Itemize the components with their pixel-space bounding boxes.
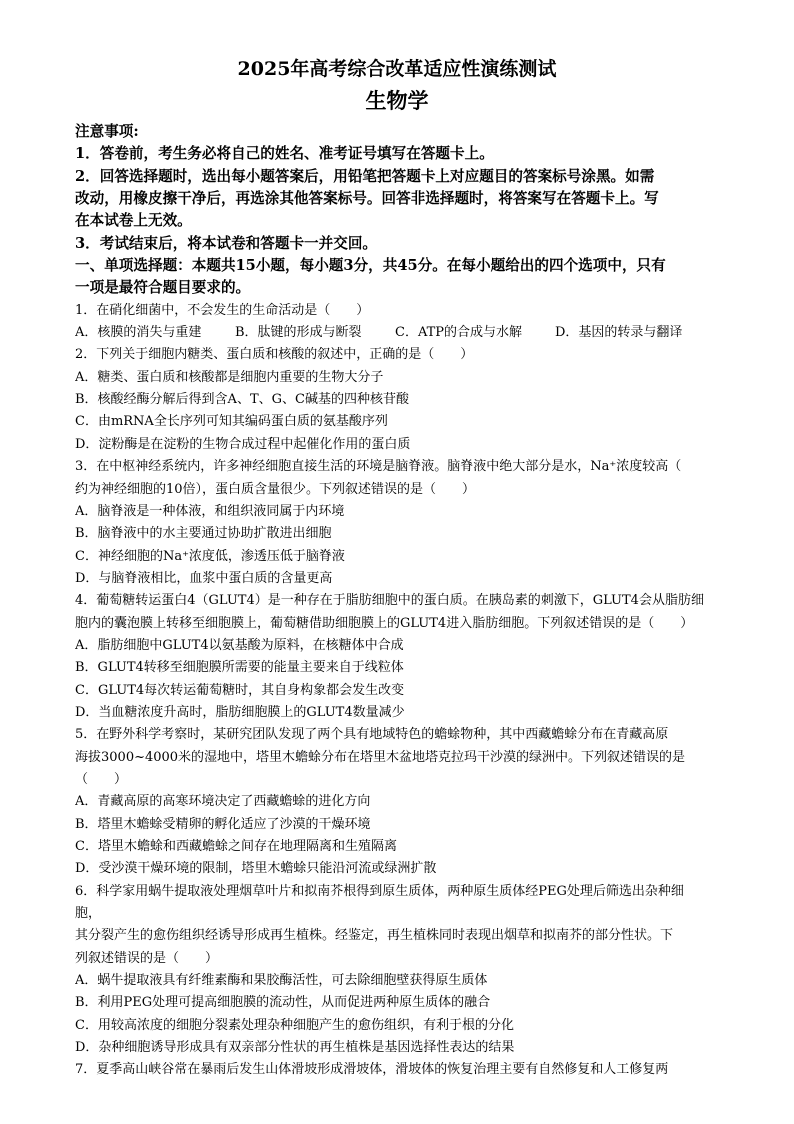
question-6-stem: 其分裂产生的愈伤组织经诱导形成再生植株。经鉴定，再生植株同时表现出烟草和拟南芥的部分性状。下	[75, 928, 674, 944]
option-c: C．ATP的合成与水解	[395, 325, 523, 341]
option-d: D．淀粉酶是在淀粉的生物合成过程中起催化作用的蛋白质	[75, 436, 411, 452]
notice-item: 改动，用橡皮擦干净后，再选涂其他答案标号。回答非选择题时，将答案写在答题卡上。写	[75, 190, 659, 208]
notice-item: 3．考试结束后，将本试卷和答题卡一并交回。	[75, 234, 378, 252]
question-1-stem: 1．在硝化细菌中，不会发生的生命活动是（ ）	[75, 302, 370, 318]
notice-item: 1．答卷前，考生务必将自己的姓名、准考证号填写在答题卡上。	[75, 145, 494, 163]
option-d: D．杂种细胞诱导形成具有双亲部分性状的再生植株是基因选择性表达的结果	[75, 1040, 515, 1056]
option-c: C．神经细胞的Na⁺浓度低，渗透压低于脑脊液	[75, 548, 345, 564]
subject-title: 生物学	[365, 88, 429, 113]
option-d: D．与脑脊液相比，血浆中蛋白质的含量更高	[75, 570, 333, 586]
option-b: B．利用PEG处理可提高细胞膜的流动性，从而促进两种原生质体的融合	[75, 995, 491, 1011]
question-5-stem: 5．在野外科学考察时，某研究团队发现了两个具有地域特色的蟾蜍物种，其中西藏蟾蜍分布在青藏高原	[75, 727, 669, 743]
option-b: B．核酸经酶分解后得到含A、T、G、C碱基的四种核苷酸	[75, 392, 409, 408]
question-5-stem: 海拔3000~4000米的湿地中，塔里木蟾蜍分布在塔里木盆地塔克拉玛干沙漠的绿洲中。下列叙述错误的是	[75, 749, 686, 765]
question-4-stem: 胞内的囊泡膜上转移至细胞膜上，葡萄糖借助细胞膜上的GLUT4进入脂肪细胞。下列叙述错误的是（ ）	[75, 615, 694, 631]
exam-title: 2025年高考综合改革适应性演练测试	[237, 58, 557, 80]
option-d: D．受沙漠干燥环境的限制，塔里木蟾蜍只能沿河流或绿洲扩散	[75, 861, 437, 877]
question-3-stem: 约为神经细胞的10倍），蛋白质含量很少。下列叙述错误的是（ ）	[75, 481, 476, 497]
question-6-stem: 列叙述错误的是（ ）	[75, 950, 219, 966]
section-header: 一项是最符合题目要求的。	[75, 279, 251, 297]
question-5-stem: （ ）	[75, 771, 128, 787]
option-c: C．GLUT4每次转运葡萄糖时，其自身构象都会发生改变	[75, 682, 405, 698]
option-c: C．用较高浓度的细胞分裂素处理杂种细胞产生的愈伤组织，有利于根的分化	[75, 1017, 514, 1033]
option-b: B．塔里木蟾蜍受精卵的孵化适应了沙漠的干燥环境	[75, 816, 371, 832]
option-d: D．当血糖浓度升高时，脂肪细胞膜上的GLUT4数量减少	[75, 704, 405, 720]
option-d: D．基因的转录与翻译	[555, 325, 683, 341]
question-2-stem: 2．下列关于细胞内糖类、蛋白质和核酸的叙述中，正确的是（ ）	[75, 347, 474, 363]
option-c: C．塔里木蟾蜍和西藏蟾蜍之间存在地理隔离和生殖隔离	[75, 839, 397, 854]
option-c: C．由mRNA全长序列可知其编码蛋白质的氨基酸序列	[75, 414, 388, 430]
option-a: A．脑脊液是一种体液，和组织液同属于内环境	[75, 503, 345, 519]
option-a: A．青藏高原的高寒环境决定了西藏蟾蜍的进化方向	[75, 794, 371, 810]
notice-item: 2．回答选择题时，选出每小题答案后，用铅笔把答题卡上对应题目的答案标号涂黑。如需	[75, 167, 655, 185]
notice-item: 在本试卷上无效。	[75, 212, 192, 230]
exam-body	[75, 121, 720, 1082]
notice-heading: 注意事项:	[75, 123, 139, 140]
question-6-stem: 胞，	[75, 906, 102, 922]
section-header: 一、单项选择题：本题共15小题，每小题3分，共45分。在每小题给出的四个选项中，只有	[75, 257, 666, 275]
option-a: A．脂肪细胞中GLUT4以氨基酸为原料，在核糖体中合成	[75, 637, 404, 653]
option-a: A．糖类、蛋白质和核酸都是细胞内重要的生物大分子	[75, 369, 384, 385]
option-b: B．肽键的形成与断裂	[235, 325, 362, 341]
question-7-stem: 7．夏季高山峡谷常在暴雨后发生山体滑坡形成滑坡体，滑坡体的恢复治理主要有自然修复和人工修复两	[75, 1062, 669, 1078]
option-a: A．核膜的消失与重建	[75, 325, 202, 341]
question-3-stem: 3．在中枢神经系统内，许多神经细胞直接生活的环境是脑脊液。脑脊液中绝大部分是水，Na⁺浓度较高（	[75, 459, 682, 475]
option-a: A．蜗牛提取液具有纤维素酶和果胶酶活性，可去除细胞壁获得原生质体	[75, 973, 488, 989]
option-b: B．GLUT4转移至细胞膜所需要的能量主要来自于线粒体	[75, 660, 404, 676]
question-4-stem: 4．葡萄糖转运蛋白4（GLUT4）是一种存在于脂肪细胞中的蛋白质。在胰岛素的刺激下，GLUT4会从脂肪细	[75, 593, 704, 609]
question-6-stem: 6．科学家用蜗牛提取液处理烟草叶片和拟南芥根得到原生质体，两种原生质体经PEG处理后筛选出杂种细	[75, 883, 684, 899]
option-b: B．脑脊液中的水主要通过协助扩散进出细胞	[75, 526, 332, 542]
question-1-options	[75, 322, 720, 344]
